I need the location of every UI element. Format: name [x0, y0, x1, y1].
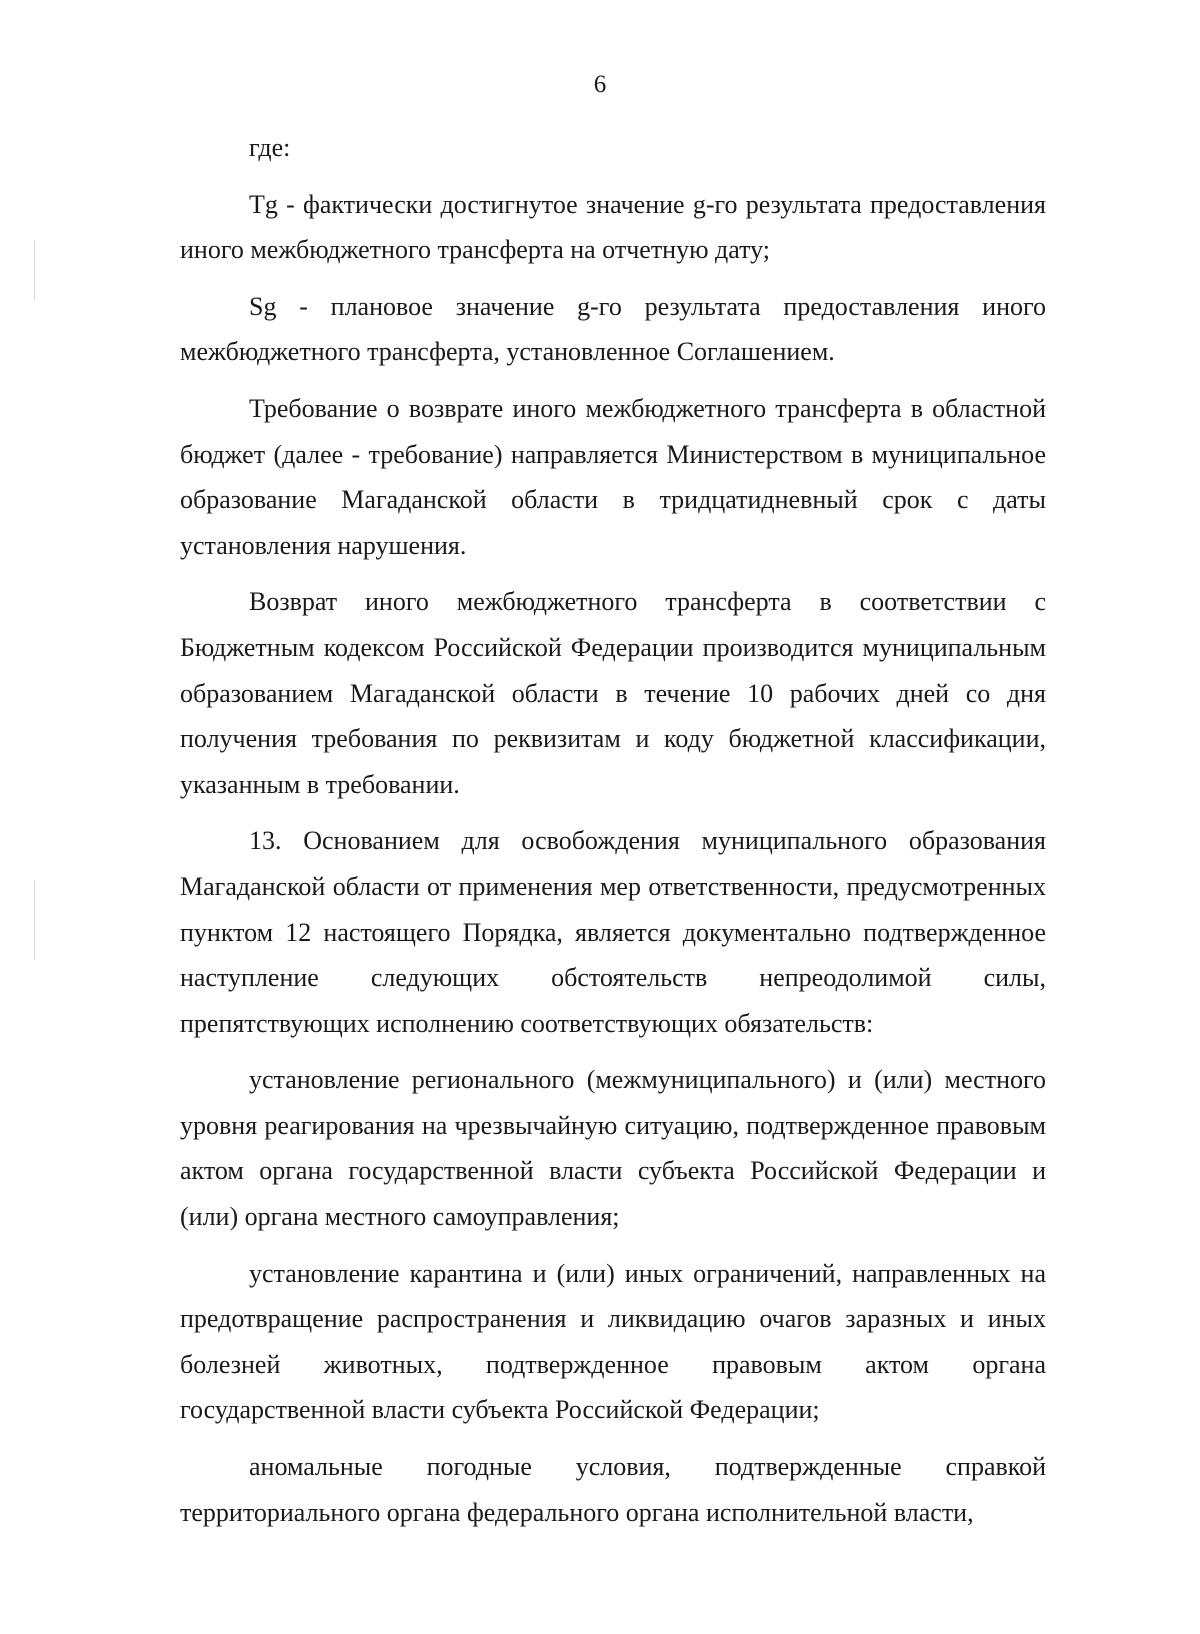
page-number: 6 — [593, 71, 607, 98]
scan-edge-mark — [34, 240, 35, 300]
scan-edge-mark — [34, 880, 35, 960]
document-body — [180, 125, 1046, 1535]
paragraph-tg-definition: Tg - фактически достигнутое значение g-го результата предоставления иного межбюджетного трансферта на отчетную дату; — [180, 189, 1046, 265]
paragraph-where: где: — [249, 133, 291, 162]
paragraph-emergency-level: установление регионального (межмуниципального) и (или) местного уровня реагирования на чрезвычайную ситуацию, подтвержденное правовым актом органа государственной власти субъекта Российской Федерации и (или) органа местного самоуправления; — [180, 1065, 1046, 1232]
paragraph-quarantine: установление карантина и (или) иных ограничений, направленных на предотвращение распространения и ликвидацию очагов заразных и иных болезней животных, подтвержденное правовым актом органа государственной власти субъекта Российской Федерации; — [180, 1258, 1046, 1425]
paragraph-item-13: 13. Основанием для освобождения муниципального образования Магаданской области от применения мер ответственности, предусмотренных пунктом 12 настоящего Порядка, является документально подтвержденное наступление следующих обстоятельств непреодолимой силы, препятствующих исполнению соответствующих обязательств: — [180, 826, 1046, 1038]
paragraph-weather: аномальные погодные условия, подтвержденные справкой территориального органа федерального органа исполнительной власти, — [180, 1452, 1046, 1527]
paragraph-sg-definition: Sg - плановое значение g-го результата предоставления иного межбюджетного трансферта, установленное Соглашением. — [180, 291, 1046, 367]
paragraph-return-requirement: Требование о возврате иного межбюджетного трансферта в областной бюджет (далее - требование) направляется Министерством в муниципальное образование Магаданской области в тридцатидневный срок с даты установления нарушения. — [180, 393, 1046, 560]
paragraph-return-procedure: Возврат иного межбюджетного трансферта в соответствии с Бюджетным кодексом Российской Федерации производится муниципальным образованием Магаданской области в течение 10 рабочих дней со дня получения требования по реквизитам и коду бюджетной классификации, указанным в требовании. — [180, 587, 1046, 799]
